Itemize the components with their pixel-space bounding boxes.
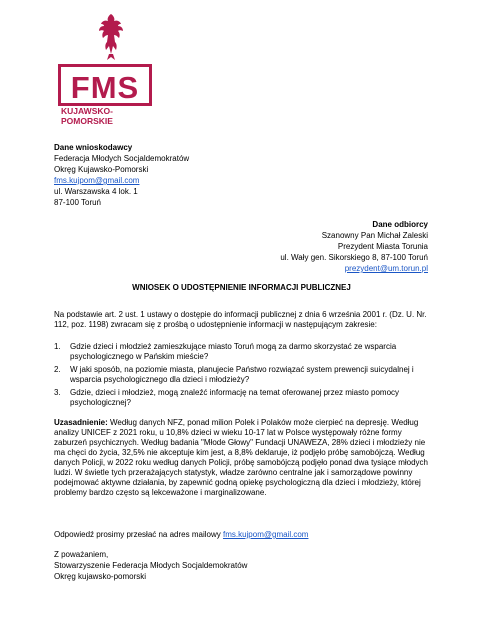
closing-block — [54, 550, 429, 583]
recipient-email-link[interactable]: prezydent@um.torun.pl — [344, 264, 428, 273]
list-item-number: 2. — [54, 365, 61, 374]
list-item-text: Gdzie, dzieci i młodzież, mogą znaleźć informację na temat oferowanej przez miasto pomocy psychologicznej? — [70, 388, 400, 407]
intro-paragraph: Na podstawie art. 2 ust. 1 ustawy o dostępie do informacji publicznej z dnia 6 września 2001 r. (Dz. U. Nr. 112, poz. 1198) zwracam się z prośbą o udostępnienie informacji w następującym zakresie: — [54, 310, 427, 329]
document-title: WNIOSEK O UDOSTĘPNIENIE INFORMACJI PUBLICZNEJ — [132, 283, 351, 292]
list-item — [54, 388, 429, 408]
closing-greeting: Z poważaniem, — [54, 550, 109, 559]
logo-region-line1: KUJAWSKO- — [61, 106, 113, 116]
questions-list — [54, 342, 429, 411]
reply-paragraph — [54, 530, 429, 540]
list-item-text: Gdzie dzieci i młodzież zamieszkujące miasto Toruń mogą za darmo skorzystać ze wsparcia psychologicznego w Pańskim mieście? — [70, 342, 397, 361]
recipient-heading: Dane odbiorcy — [372, 220, 428, 229]
recipient-name: Szanowny Pan Michał Zaleski — [321, 231, 428, 240]
list-item-number: 1. — [54, 342, 61, 351]
justification-text: Według danych NFZ, ponad milion Polek i Polaków może cierpieć na depresję. Według analizy UNICEF z 2021 roku, u 10,8% dzieci w wieku 10-17 lat w Polsce występowały różne formy zaburzeń psychicznych. Według badania "Młode Głowy" Fundacji UNAWEZA, 28% dzieci i młodzieży nie ma chęci do życia, 32,5% nie akceptuje kim jest, a 8,8% deklaruje, iż podjęło próbę samobójczą. Według danych Policji, w 2022 roku według danych Policji, próbę samobójczą podjęło ponad dwa tysiące młodych ludzi. W świetle tych przerażających statystyk, władze zarówno centralne jak i samorządowe powinny podejmować aktywne działania, by zapewnić godną opiekę psychologiczną dla dzieci i młodzieży, której problemy bardzo często są lekceważone i marginalizowane. — [54, 418, 428, 497]
justification-label: Uzasadnienie: — [54, 418, 108, 427]
recipient-address: ul. Wały gen. Sikorskiego 8, 87-100 Toruń — [280, 253, 428, 262]
logo-region — [61, 106, 155, 126]
sender-email-link[interactable]: fms.kujpom@gmail.com — [54, 176, 140, 185]
sender-org: Federacja Młodych Socjaldemokratów — [54, 154, 190, 163]
list-item — [54, 342, 429, 362]
sender-city: 87-100 Toruń — [54, 198, 101, 207]
recipient-block — [168, 220, 428, 275]
recipient-title: Prezydent Miasta Torunia — [337, 242, 428, 251]
sender-street: ul. Warszawska 4 lok. 1 — [54, 187, 138, 196]
list-item — [54, 365, 429, 385]
logo-region-line2: POMORSKIE — [61, 116, 113, 126]
list-item-text: W jaki sposób, na poziomie miasta, planujecie Państwo rozwiązać system prewencji suicydalnej i wsparcia psychologicznego dla dzieci i młodzieży? — [70, 365, 414, 384]
logo-brand: FMS — [70, 70, 140, 105]
sender-block — [54, 143, 314, 209]
sender-region: Okręg Kujawsko-Pomorski — [54, 165, 149, 174]
logo-frame — [58, 64, 152, 106]
sender-heading: Dane wnioskodawcy — [54, 143, 133, 152]
reply-email-link[interactable]: fms.kujpom@gmail.com — [222, 530, 309, 539]
list-item-number: 3. — [54, 388, 61, 397]
reply-text: Odpowiedź prosimy przesłać na adres mailowy — [54, 530, 223, 539]
eagle-icon — [93, 12, 129, 64]
justification-paragraph — [54, 418, 429, 498]
fms-logo — [55, 12, 167, 128]
closing-region: Okręg kujawsko-pomorski — [54, 572, 147, 581]
closing-org: Stowarzyszenie Federacja Młodych Socjaldemokratów — [54, 561, 248, 570]
